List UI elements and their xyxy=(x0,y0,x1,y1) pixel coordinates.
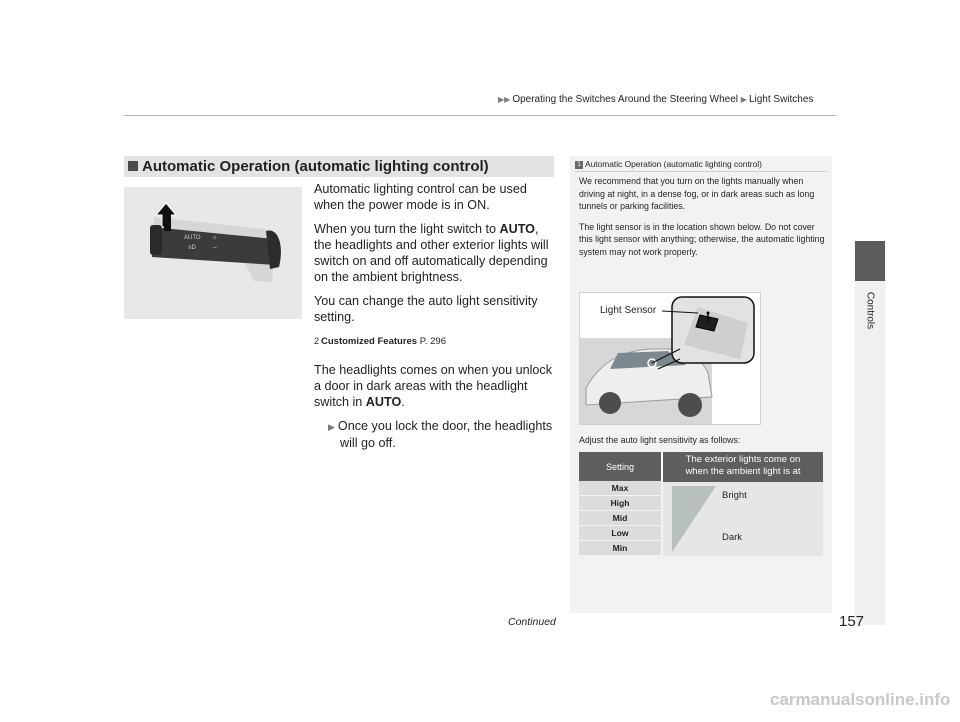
light-sensor-label: Light Sensor xyxy=(600,305,657,316)
note-recommendation: We recommend that you turn on the lights manually when driving at night, in a dense fog, or in dark areas such as long tunnels or parking facilities. xyxy=(579,176,815,212)
reference-page[interactable]: P. 296 xyxy=(419,336,446,347)
header-description: The exterior lights come on when the ambient light is at xyxy=(685,454,801,477)
svg-text:⇔: ⇔ xyxy=(212,245,218,251)
breadcrumb-page: Light Switches xyxy=(748,94,814,105)
light-switch-illustration xyxy=(124,187,302,319)
bullet-lock-door: ▶ Once you lock the door, the headlights will go off. xyxy=(328,419,553,450)
page-number: 157 xyxy=(839,613,865,630)
level-min: Min xyxy=(579,541,661,555)
note-number-icon: 1 xyxy=(575,161,583,169)
heading-square-icon xyxy=(128,161,138,171)
paragraph-power-mode: Automatic lighting control can be used when the power mode is in ON. xyxy=(314,182,527,212)
svg-text:☼: ☼ xyxy=(212,235,218,241)
section-title: Automatic Operation (automatic lighting control) xyxy=(142,158,489,175)
section-heading xyxy=(124,156,554,177)
adjust-instruction: Adjust the auto light sensitivity as follows: xyxy=(579,435,741,445)
paragraph-auto-switch: When you turn the light switch to AUTO, the headlights and other exterior lights will switch on and off automatically depending on the ambient brightness. xyxy=(314,222,549,284)
body-text xyxy=(314,181,556,459)
paragraph-unlock: The headlights comes on when you unlock a door in dark areas with the headlight switch in AUTO. xyxy=(314,363,553,409)
bullet-arrow-icon: ▶ xyxy=(328,422,335,432)
dark-label: Dark xyxy=(722,532,743,543)
sensitivity-table-header xyxy=(579,452,823,482)
note-text xyxy=(579,175,827,267)
breadcrumb xyxy=(498,94,813,105)
reference-icon: 2 xyxy=(314,336,320,346)
svg-text:≡D: ≡D xyxy=(188,245,196,251)
light-sensor-image xyxy=(579,292,761,425)
car-illustration xyxy=(580,293,760,424)
level-max: Max xyxy=(579,481,661,495)
header-setting: Setting xyxy=(605,462,635,472)
breadcrumb-arrow-icon: ▶▶ xyxy=(498,95,511,104)
level-high: High xyxy=(579,496,661,510)
breadcrumb-section: Operating the Switches Around the Steering Wheel xyxy=(512,94,739,105)
cross-reference[interactable] xyxy=(314,333,556,350)
header-rule xyxy=(124,115,836,116)
watermark: carmanualsonline.info xyxy=(770,690,951,709)
note-sensor-location: The light sensor is in the location shown below. Do not cover this light sensor with anything; otherwise, the automatic lighting system may not work properly. xyxy=(579,221,825,257)
paragraph-sensitivity: You can change the auto light sensitivity setting. xyxy=(314,294,538,324)
note-title: 1 Automatic Operation (automatic lighting control) xyxy=(575,159,762,169)
switch-label-auto: AUTO xyxy=(184,235,201,241)
continued-label: Continued xyxy=(508,616,556,628)
note-rule xyxy=(575,171,827,172)
level-mid: Mid xyxy=(579,511,661,525)
chapter-tab-marker xyxy=(855,241,885,281)
brightness-wedge-icon xyxy=(672,486,716,552)
light-switch-photo xyxy=(124,187,302,319)
reference-label[interactable]: Customized Features xyxy=(321,336,418,347)
level-low: Low xyxy=(579,526,661,540)
breadcrumb-arrow-icon: ▶ xyxy=(740,95,747,104)
bright-label: Bright xyxy=(722,490,747,501)
chapter-tab-label: Controls xyxy=(864,291,876,330)
